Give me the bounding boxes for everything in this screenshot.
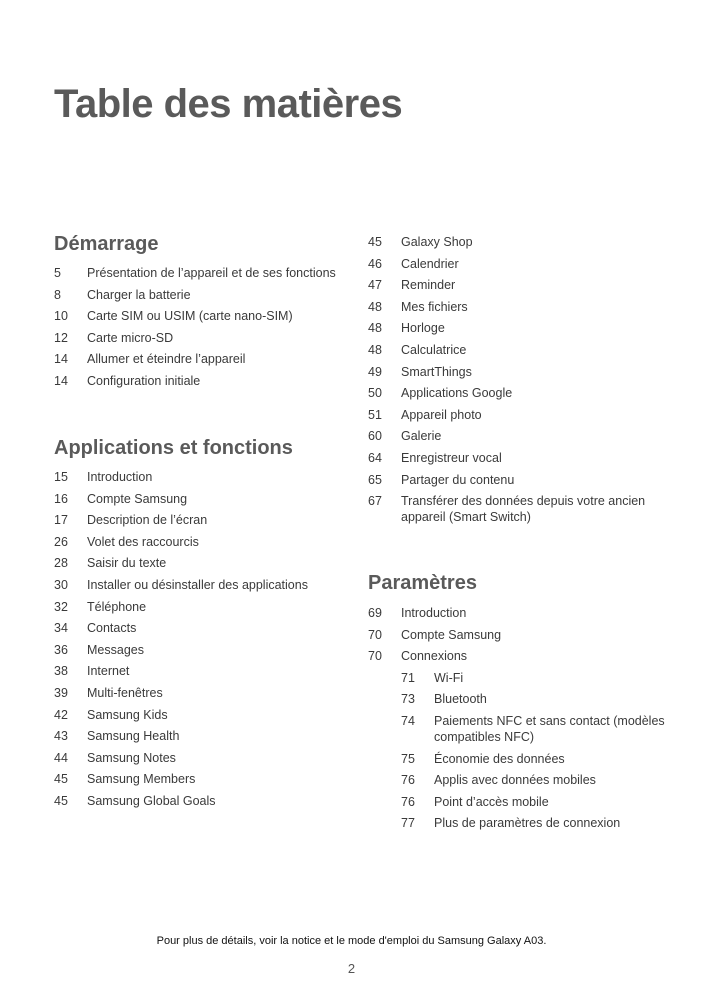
toc-page-number: 73 <box>401 692 415 707</box>
toc-entry[interactable] <box>54 599 344 615</box>
toc-entry[interactable] <box>368 234 668 250</box>
toc-entry[interactable] <box>54 555 344 571</box>
toc-page-number: 76 <box>401 794 415 809</box>
toc-entry-label: SmartThings <box>401 364 472 379</box>
toc-entry[interactable] <box>54 351 344 367</box>
toc-entry-label: Calculatrice <box>401 342 467 357</box>
toc-subentry[interactable] <box>368 713 668 745</box>
toc-entry-label: Installer ou désinstaller des applications <box>87 577 308 592</box>
toc-entry-label: Applications Google <box>401 386 513 401</box>
toc-page-number: 43 <box>54 729 68 744</box>
toc-page-number: 65 <box>368 472 382 487</box>
toc-entry[interactable] <box>368 648 668 664</box>
section-title-demarrage: Démarrage <box>54 233 159 255</box>
toc-entry-label: Enregistreur vocal <box>401 450 502 465</box>
toc-entry-label: Bluetooth <box>434 692 487 707</box>
toc-page-number: 64 <box>368 450 382 465</box>
toc-entry-label: Introduction <box>87 470 153 484</box>
toc-page-number: 49 <box>368 364 382 379</box>
toc-subentry[interactable] <box>368 691 668 707</box>
toc-subentry[interactable] <box>368 751 668 767</box>
toc-page-number: 28 <box>54 556 68 571</box>
toc-page-number: 32 <box>54 599 68 614</box>
toc-page-number: 45 <box>54 772 68 787</box>
toc-page-number: 14 <box>54 352 68 367</box>
toc-entry-label: Samsung Members <box>87 772 196 787</box>
toc-entry-label: Samsung Kids <box>87 707 168 722</box>
section-title-applications: Applications et fonctions <box>54 437 293 459</box>
toc-page-number: 45 <box>54 793 68 808</box>
toc-page-number: 15 <box>54 470 68 484</box>
toc-page-number: 45 <box>368 235 382 249</box>
toc-subentry[interactable] <box>368 815 668 831</box>
toc-page-number: 39 <box>54 685 68 700</box>
toc-entry[interactable] <box>54 685 344 701</box>
toc-entry[interactable] <box>54 793 344 809</box>
toc-list-applications-continued <box>368 234 668 531</box>
toc-entry-label: Appareil photo <box>401 407 482 422</box>
toc-page-number: 48 <box>368 299 382 314</box>
toc-entry[interactable] <box>54 512 344 528</box>
toc-entry[interactable] <box>368 407 668 423</box>
toc-entry[interactable] <box>368 299 668 315</box>
toc-page-number: 36 <box>54 642 68 657</box>
toc-page-number: 77 <box>401 816 415 831</box>
toc-page-number: 30 <box>54 577 68 592</box>
toc-entry[interactable] <box>368 364 668 380</box>
toc-entry[interactable] <box>368 605 668 621</box>
toc-page-number: 42 <box>54 707 68 722</box>
footer-note: Pour plus de détails, voir la notice et le mode d'emploi du Samsung Galaxy A03. <box>156 935 547 947</box>
toc-entry-label: Mes fichiers <box>401 299 468 314</box>
toc-entry-label: Messages <box>87 642 144 657</box>
toc-entry-label: Charger la batterie <box>87 287 191 302</box>
toc-entry-label: Point d’accès mobile <box>434 794 549 809</box>
toc-entry-label: Reminder <box>401 278 456 293</box>
toc-entry-label: Samsung Global Goals <box>87 793 216 808</box>
toc-entry-label: Carte SIM ou USIM (carte nano-SIM) <box>87 309 293 324</box>
toc-entry[interactable] <box>368 472 668 488</box>
toc-entry[interactable] <box>54 308 344 324</box>
toc-page-number: 48 <box>368 321 382 336</box>
toc-page-number: 48 <box>368 342 382 357</box>
toc-page-number: 46 <box>368 256 382 271</box>
toc-entry[interactable] <box>368 342 668 358</box>
toc-entry-label: Compte Samsung <box>401 627 502 642</box>
toc-page-number: 12 <box>54 330 68 345</box>
toc-subentry[interactable] <box>368 670 668 686</box>
toc-page-number: 34 <box>54 621 68 636</box>
toc-entry[interactable] <box>54 642 344 658</box>
toc-subentry[interactable] <box>368 772 668 788</box>
toc-page-number: 76 <box>401 773 415 788</box>
toc-entry-label: Saisir du texte <box>87 556 167 571</box>
toc-entry[interactable] <box>54 663 344 679</box>
toc-entry[interactable] <box>54 620 344 636</box>
toc-subentry[interactable] <box>368 794 668 810</box>
toc-page-number: 5 <box>54 266 61 280</box>
toc-entry-label: Multi-fenêtres <box>87 685 163 700</box>
toc-entry-label: Configuration initiale <box>87 373 201 388</box>
toc-entry[interactable] <box>54 577 344 593</box>
toc-entry-label: Téléphone <box>87 599 147 614</box>
toc-page-number: 71 <box>401 670 415 685</box>
toc-entry[interactable] <box>368 277 668 293</box>
toc-page-number: 47 <box>368 278 382 293</box>
toc-entry-label: Internet <box>87 664 130 679</box>
toc-entry-label: Connexions <box>401 649 468 664</box>
toc-entry[interactable] <box>368 385 668 401</box>
toc-entry-label: Samsung Notes <box>87 750 176 765</box>
section-title-parametres: Paramètres <box>368 572 477 594</box>
page-title: Table des matières <box>54 82 403 126</box>
toc-page-number: 14 <box>54 373 68 388</box>
toc-page-number: 38 <box>54 664 68 679</box>
toc-entry[interactable] <box>54 750 344 766</box>
toc-page-number: 26 <box>54 534 68 549</box>
toc-entry-label: Compte Samsung <box>87 491 188 506</box>
toc-entry-label: Économie des données <box>434 751 565 766</box>
toc-entry[interactable] <box>54 534 344 550</box>
toc-entry-label: Plus de paramètres de connexion <box>434 816 621 831</box>
toc-page-number: 75 <box>401 751 415 766</box>
toc-page-number: 69 <box>368 606 382 620</box>
toc-entry-label: Wi-Fi <box>434 670 464 685</box>
toc-page-number: 50 <box>368 386 382 401</box>
toc-entry[interactable] <box>368 627 668 643</box>
toc-entry-label: Description de l’écran <box>87 513 208 528</box>
toc-entry-label: Samsung Health <box>87 729 180 744</box>
toc-page-number: 74 <box>401 713 415 728</box>
toc-entry[interactable] <box>54 707 344 723</box>
toc-page-number: 17 <box>54 513 68 528</box>
toc-page-number: 8 <box>54 287 61 302</box>
toc-page-number: 60 <box>368 429 382 444</box>
toc-entry-label: Calendrier <box>401 256 459 271</box>
toc-entry-label: Présentation de l’appareil et de ses fonctions <box>87 266 336 280</box>
toc-entry-label: Volet des raccourcis <box>87 534 199 549</box>
toc-entry[interactable] <box>368 450 668 466</box>
toc-entry[interactable] <box>368 256 668 272</box>
toc-entry[interactable] <box>54 265 344 281</box>
toc-entry-label: Allumer et éteindre l’appareil <box>87 352 246 367</box>
toc-list-demarrage <box>54 265 344 395</box>
page-number: 2 <box>347 961 356 976</box>
toc-list-applications <box>54 469 344 815</box>
toc-entry[interactable] <box>368 493 668 525</box>
toc-entry[interactable] <box>368 428 668 444</box>
toc-entry-label: Galaxy Shop <box>401 235 473 249</box>
toc-entry[interactable] <box>54 771 344 787</box>
toc-entry-label: Paiements NFC et sans contact (modèles compatibles NFC) <box>434 713 665 744</box>
toc-entry-label: Galerie <box>401 429 442 444</box>
toc-entry[interactable] <box>54 469 344 485</box>
toc-page-number: 51 <box>368 407 382 422</box>
toc-entry[interactable] <box>54 373 344 389</box>
toc-entry[interactable] <box>54 728 344 744</box>
toc-entry-label: Horloge <box>401 321 445 336</box>
toc-list-parametres <box>368 605 668 837</box>
toc-page-number: 70 <box>368 627 382 642</box>
toc-page-number: 70 <box>368 649 382 664</box>
toc-entry[interactable] <box>54 491 344 507</box>
toc-page-number: 67 <box>368 494 382 509</box>
toc-entry-label: Transférer des données depuis votre ancien appareil (Smart Switch) <box>401 494 646 525</box>
toc-entry[interactable] <box>54 287 344 303</box>
toc-entry-label: Introduction <box>401 606 467 620</box>
toc-entry[interactable] <box>368 320 668 336</box>
toc-entry-label: Partager du contenu <box>401 472 515 487</box>
toc-page-number: 10 <box>54 309 68 324</box>
toc-entry-label: Applis avec données mobiles <box>434 773 596 788</box>
toc-entry-label: Carte micro-SD <box>87 330 174 345</box>
toc-page-number: 16 <box>54 491 68 506</box>
toc-entry-label: Contacts <box>87 621 137 636</box>
toc-entry[interactable] <box>54 330 344 346</box>
toc-page-number: 44 <box>54 750 68 765</box>
